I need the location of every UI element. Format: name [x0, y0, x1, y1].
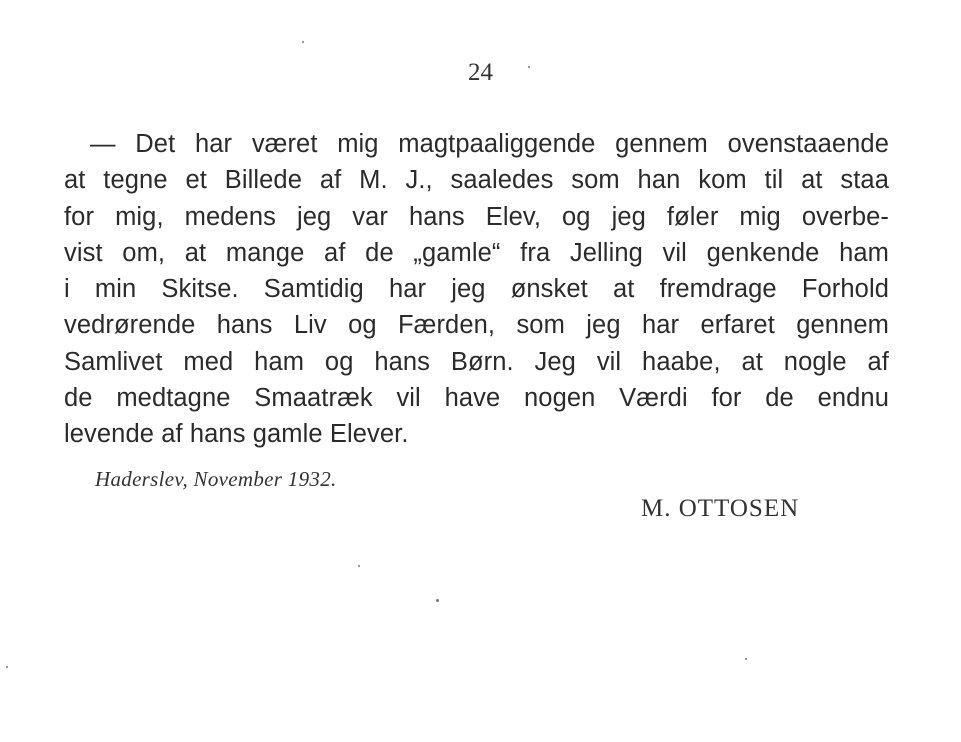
text-line: de medtagne Smaatræk vil have nogen Værdi for de endnu [64, 384, 889, 413]
scan-speck [302, 41, 304, 43]
text-line: for mig, medens jeg var hans Elev, og jeg føler mig overbe- [64, 202, 889, 231]
scan-speck [436, 599, 439, 602]
text-line: vedrørende hans Liv og Færden, som jeg har erfaret gennem [64, 311, 889, 340]
text-line: Samlivet med ham og hans Børn. Jeg vil haabe, at nogle af [64, 347, 889, 376]
scan-speck [6, 666, 8, 668]
scan-speck [358, 565, 360, 567]
page-number: 24 [468, 59, 493, 86]
scan-speck [528, 66, 530, 68]
text-line: vist om, at mange af de „gamle“ fra Jelling vil genkende ham [64, 238, 889, 267]
signature: M. OTTOSEN [641, 495, 800, 522]
place-and-date: Haderslev, November 1932. [95, 467, 337, 491]
text-line: i min Skitse. Samtidig har jeg ønsket at fremdrage Forhold [64, 275, 889, 304]
text-line: at tegne et Billede af M. J., saaledes som han kom til at staa [64, 166, 889, 195]
text-line: levende af hans gamle Elever. [64, 420, 409, 449]
scan-speck [745, 658, 747, 660]
body-paragraph [64, 126, 889, 453]
text-line: — Det har været mig magtpaaliggende gennem ovenstaaende [90, 130, 889, 158]
